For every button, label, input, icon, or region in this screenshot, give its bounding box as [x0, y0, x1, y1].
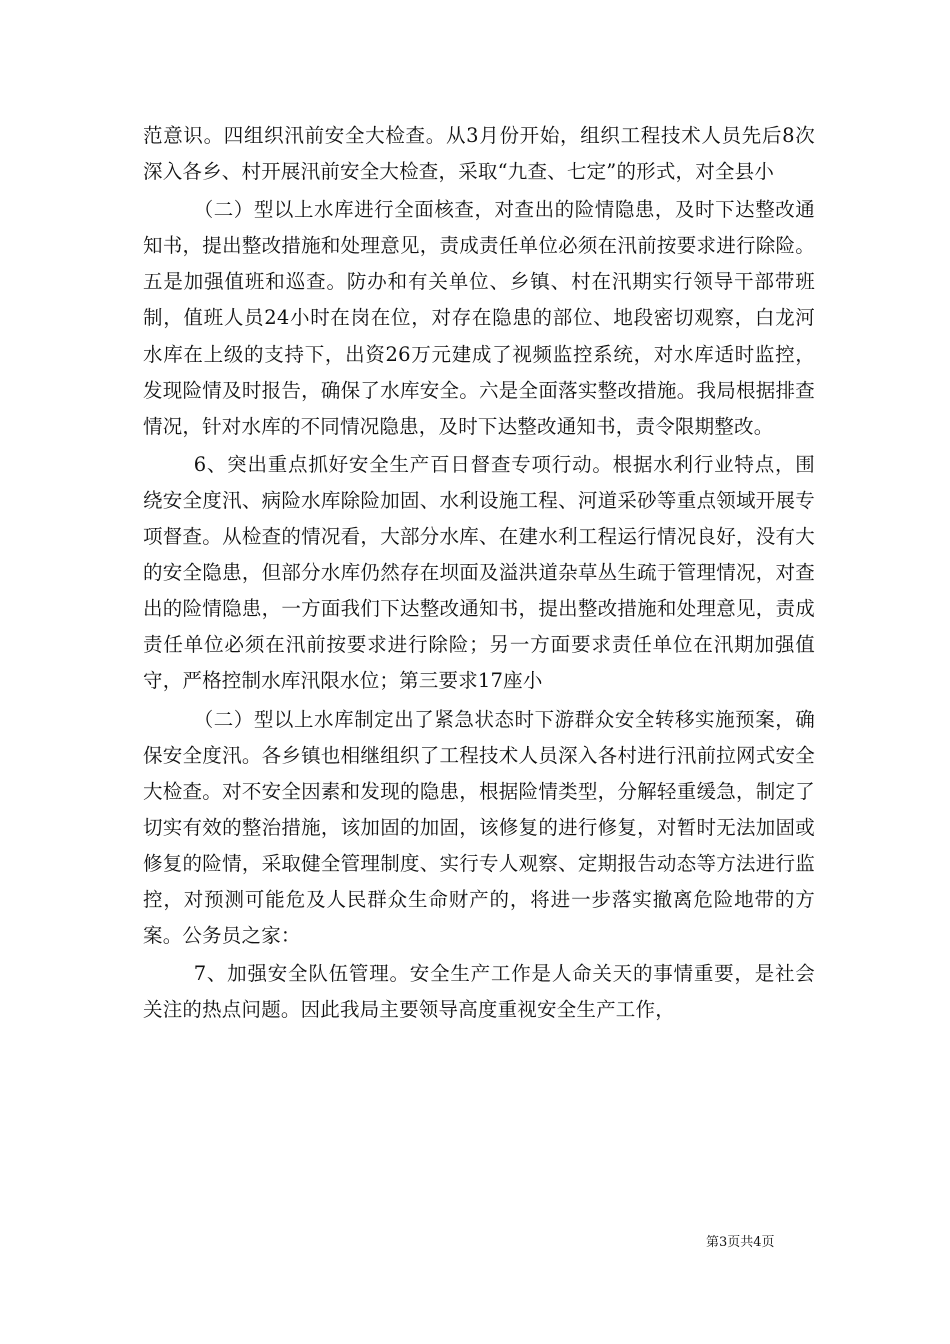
document-body	[143, 118, 815, 1028]
paragraph-4: （二）型以上水库制定出了紧急状态时下游群众安全转移实施预案，确保安全度汛。各乡镇也相继组织了工程技术人员深入各村进行汛前拉网式安全大检查。对不安全因素和发现的隐患，根据险情类型，分解轻重缓急，制定了切实有效的整治措施，该加固的加固，该修复的进行修复，对暂时无法加固或修复的险情，采取健全管理制度、实行专人观察、定期报告动态等方法进行监控，对预测可能危及人民群众生命财产的，将进一步落实撤离危险地带的方案。公务员之家：	[143, 707, 815, 948]
paragraph-3: 6、突出重点抓好安全生产百日督查专项行动。根据水利行业特点，围绕安全度汛、病险水库除险加固、水利设施工程、河道采砂等重点领域开展专项督查。从检查的情况看，大部分水库、在建水利工程运行情况良好，没有大的安全隐患，但部分水库仍然存在坝面及溢洪道杂草丛生疏于管理情况，对查出的险情隐患，一方面我们下达整改通知书，提出整改措施和处理意见，责成责任单位必须在汛前按要求进行除险；另一方面要求责任单位在汛期加强值守，严格控制水库汛限水位；第三要求17座小	[143, 452, 815, 693]
paragraph-2: （二）型以上水库进行全面核查，对查出的险情隐患，及时下达整改通知书，提出整改措施和处理意见，责成责任单位必须在汛前按要求进行除险。五是加强值班和巡查。防办和有关单位、乡镇、村在汛期实行领导干部带班制，值班人员24小时在岗在位，对存在隐患的部位、地段密切观察，白龙河水库在上级的支持下，出资26万元建成了视频监控系统，对水库适时监控，发现险情及时报告，确保了水库安全。六是全面落实整改措施。我局根据排查情况，针对水库的不同情况隐患，及时下达整改通知书，责令限期整改。	[143, 198, 815, 438]
page-number-footer: 第3页共4页	[706, 1235, 775, 1250]
paragraph-1: 范意识。四组织汛前安全大检查。从3月份开始，组织工程技术人员先后8次深入各乡、村开展汛前安全大检查，采取“九查、七定”的形式，对全县小	[143, 124, 815, 184]
paragraph-5: 7、加强安全队伍管理。安全生产工作是人命关天的事情重要，是社会关注的热点问题。因此我局主要领导高度重视安全生产工作，	[143, 962, 815, 1022]
